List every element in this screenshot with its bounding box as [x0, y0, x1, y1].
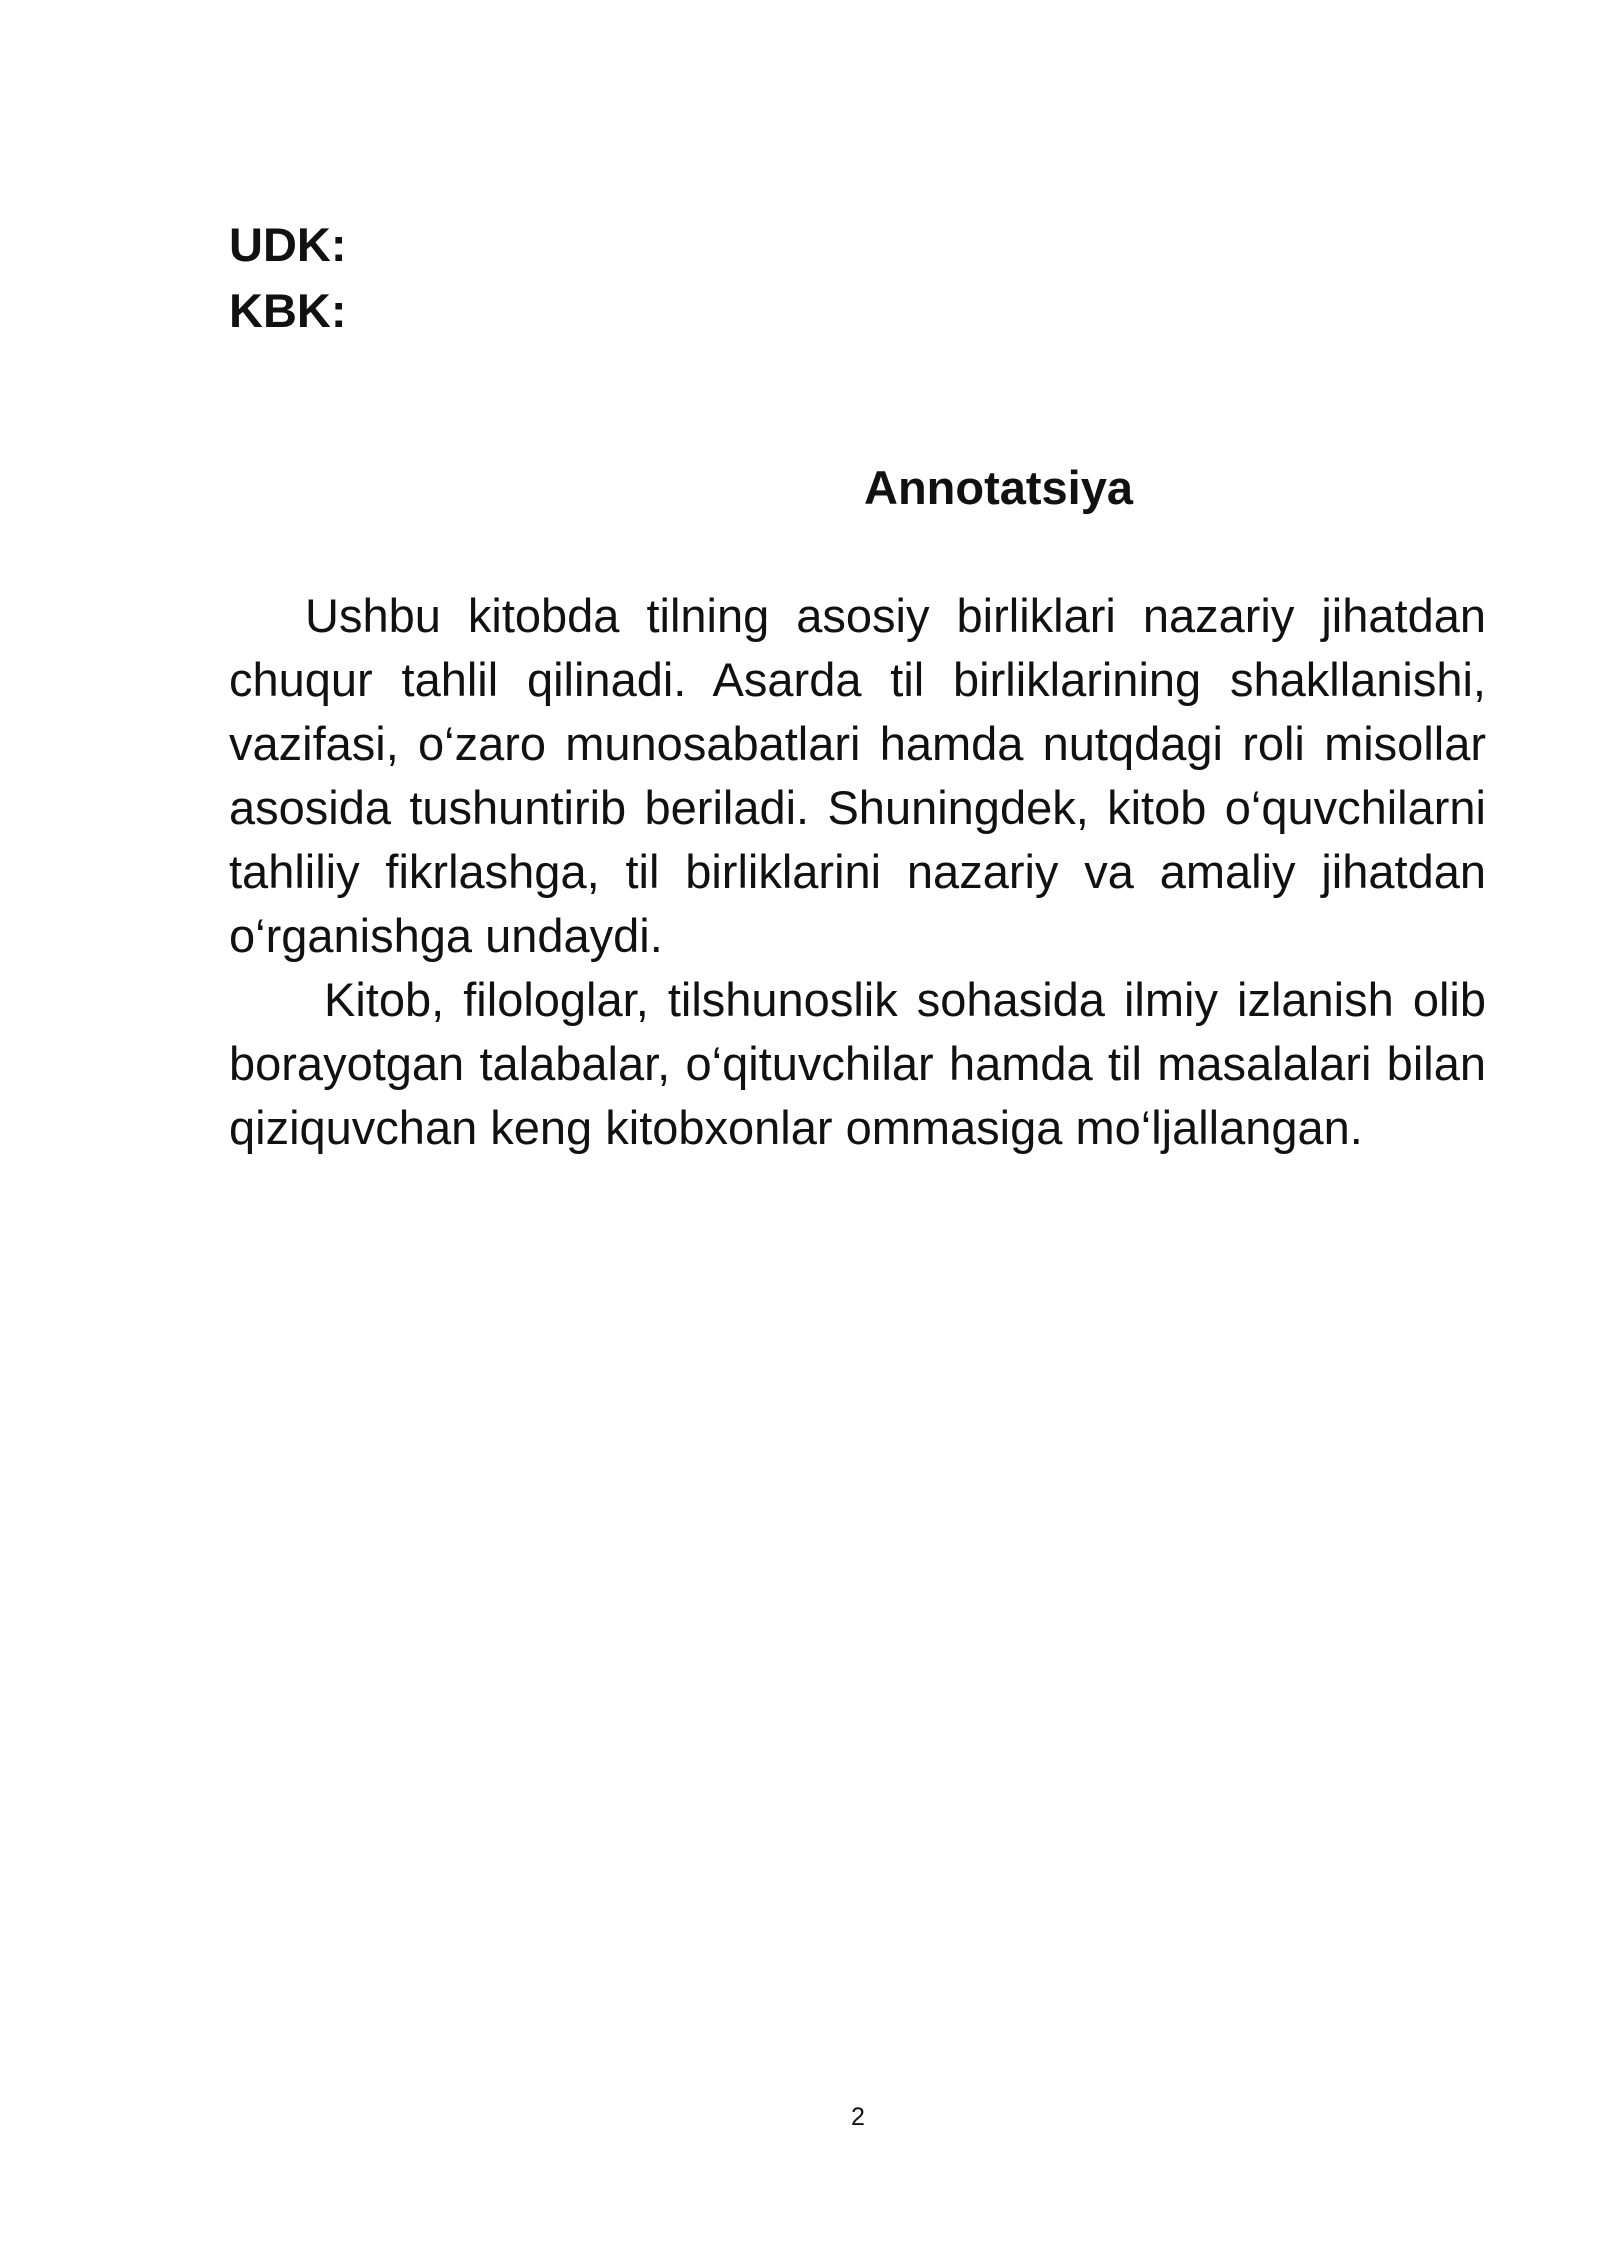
annotation-title: Annotatsiya	[864, 461, 1133, 514]
udk-label: UDK:	[229, 218, 347, 271]
classification-block	[229, 212, 346, 344]
annotation-paragraph: Kitob, filologlar, tilshunoslik sohasida ilmiy izlanish olib borayotgan talabalar, o‘qituvchilar hamda til masalalari bilan qiziquvchan keng kitobxonlar ommasiga mo‘ljallangan.	[229, 973, 1486, 1154]
page-number: 2	[851, 2103, 865, 2131]
kbk-label: KBK:	[229, 284, 347, 337]
annotation-paragraph: Ushbu kitobda tilning asosiy birliklari nazariy jihatdan chuqur tahlil qilinadi. Asarda til birliklarining shakllanishi, vazifasi, o‘zaro munosabatlari hamda nutqdagi roli misollar asosida tushuntirib beriladi. Shuningdek, kitob o‘quvchilarni tahliliy fikrlashga, til birliklarini nazariy va amaliy jihatdan o‘rganishga undaydi.	[229, 589, 1486, 962]
annotation-body	[229, 584, 1486, 1160]
